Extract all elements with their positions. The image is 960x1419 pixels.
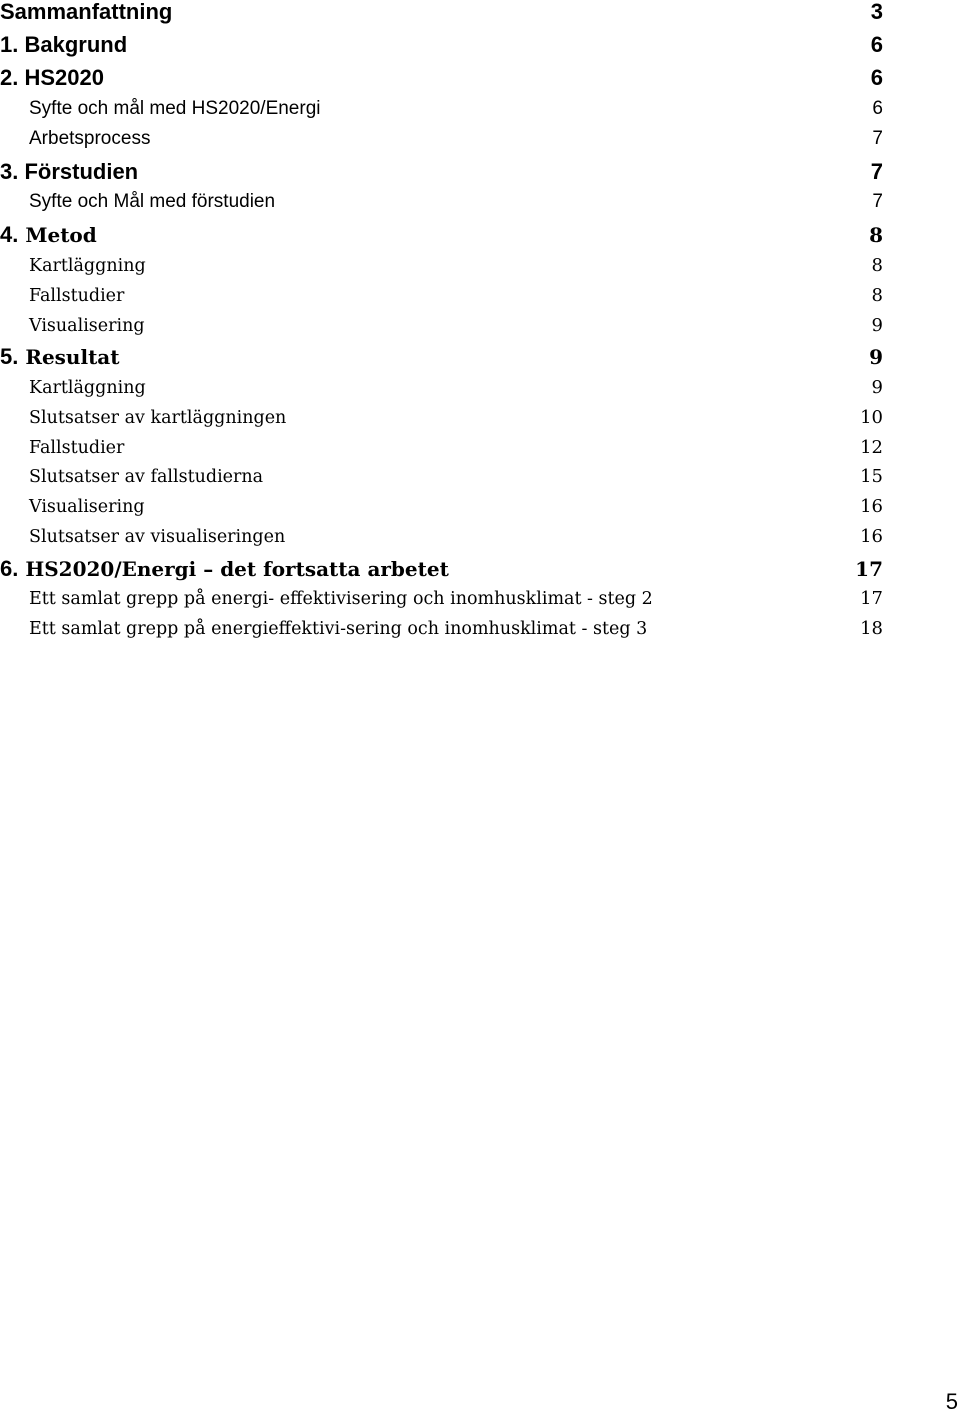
toc-entry-page: 10: [860, 407, 883, 428]
toc-entry-number: 4.: [0, 222, 19, 247]
toc-entry-page: 9: [869, 345, 883, 369]
toc-entry-label: Slutsatser av fallstudierna: [29, 467, 264, 487]
toc-entry-label: Slutsatser av visualiseringen: [29, 527, 286, 547]
toc-entry-slutsatser-fallstudierna[interactable]: [29, 462, 883, 492]
toc-entry-label: Slutsatser av kartläggningen: [29, 408, 287, 428]
toc-entry-page: 9: [871, 315, 883, 336]
toc-entry-arbetsprocess[interactable]: [29, 124, 883, 154]
toc-entry-page: 3: [870, 0, 883, 24]
toc-entry-page: 8: [871, 285, 883, 306]
toc-entry-fallstudier[interactable]: [29, 281, 883, 311]
toc-entry-label: Visualisering: [29, 497, 145, 517]
toc-entry-title: Resultat: [25, 345, 120, 369]
toc-entry-page: 18: [860, 618, 883, 639]
toc-entry-label: Fallstudier: [29, 286, 125, 306]
toc-entry-syfte-forstudien[interactable]: [29, 187, 883, 217]
toc-entry-kartlaggning-resultat[interactable]: [29, 373, 883, 403]
toc-entry-fortsatta-arbetet[interactable]: [0, 554, 883, 584]
toc-entry-forstudien[interactable]: [0, 157, 883, 187]
toc-entry-page: 16: [860, 526, 883, 547]
toc-entry-page: 15: [860, 466, 883, 487]
toc-entry-visualisering-resultat[interactable]: [29, 492, 883, 522]
toc-entry-label: 2. HS2020: [0, 65, 104, 90]
toc-entry-page: 7: [872, 128, 883, 149]
toc-entry-page: 16: [860, 496, 883, 517]
toc-entry-label: Arbetsprocess: [29, 128, 151, 149]
toc-entry-title: HS2020/Energi – det fortsatta arbetet: [25, 557, 449, 581]
toc-entry-label: Sammanfattning: [0, 0, 173, 24]
toc-entry-page: 8: [871, 255, 883, 276]
toc-entry-label: Kartläggning: [29, 256, 146, 276]
toc-entry-page: 12: [860, 437, 883, 458]
toc-entry-label: [0, 554, 449, 584]
toc-entry-page: 17: [855, 557, 883, 581]
toc-entry-number: 5.: [0, 344, 19, 369]
toc-entry-label: Syfte och Mål med förstudien: [29, 191, 276, 212]
toc-entry-metod[interactable]: [0, 220, 883, 250]
toc-entry-steg-2[interactable]: [29, 584, 883, 614]
toc-entry-label: Visualisering: [29, 316, 145, 336]
toc-entry-hs2020[interactable]: [0, 63, 883, 93]
page-number: 5: [945, 1389, 958, 1414]
toc-entry-steg-3[interactable]: [29, 614, 883, 644]
toc-entry-page: 9: [871, 377, 883, 398]
toc-entry-sammanfattning[interactable]: [0, 0, 883, 27]
toc-entry-label: [0, 220, 97, 250]
toc-entry-slutsatser-visualiseringen[interactable]: [29, 522, 883, 552]
toc-entry-kartlaggning[interactable]: [29, 251, 883, 281]
toc-entry-number: 6.: [0, 556, 19, 581]
toc-entry-label: Kartläggning: [29, 378, 146, 398]
toc-entry-resultat[interactable]: [0, 342, 883, 372]
toc-entry-page: 7: [870, 159, 883, 184]
toc-entry-fallstudier-resultat[interactable]: [29, 433, 883, 463]
toc-entry-syfte-hs2020[interactable]: [29, 94, 883, 124]
toc-entry-visualisering[interactable]: [29, 311, 883, 341]
toc-entry-label: Fallstudier: [29, 438, 125, 458]
toc-entry-bakgrund[interactable]: [0, 30, 883, 60]
toc-entry-label: 1. Bakgrund: [0, 32, 128, 57]
toc-entry-page: 6: [872, 98, 883, 119]
toc-entry-page: 7: [872, 191, 883, 212]
toc-entry-page: 6: [870, 65, 883, 90]
toc-entry-page: 8: [869, 223, 883, 247]
toc-entry-title: Metod: [25, 223, 97, 247]
toc-entry-label: [0, 342, 120, 372]
toc-entry-label: Ett samlat grepp på energieffektivi-sering och inomhusklimat - steg 3: [29, 619, 648, 639]
toc-entry-label: Syfte och mål med HS2020/Energi: [29, 98, 321, 119]
toc-entry-label: Ett samlat grepp på energi- effektivisering och inomhusklimat - steg 2: [29, 589, 653, 609]
toc-entry-slutsatser-kartlaggningen[interactable]: [29, 403, 883, 433]
toc-entry-label: 3. Förstudien: [0, 159, 139, 184]
toc-entry-page: 6: [870, 32, 883, 57]
toc-entry-page: 17: [860, 588, 883, 609]
